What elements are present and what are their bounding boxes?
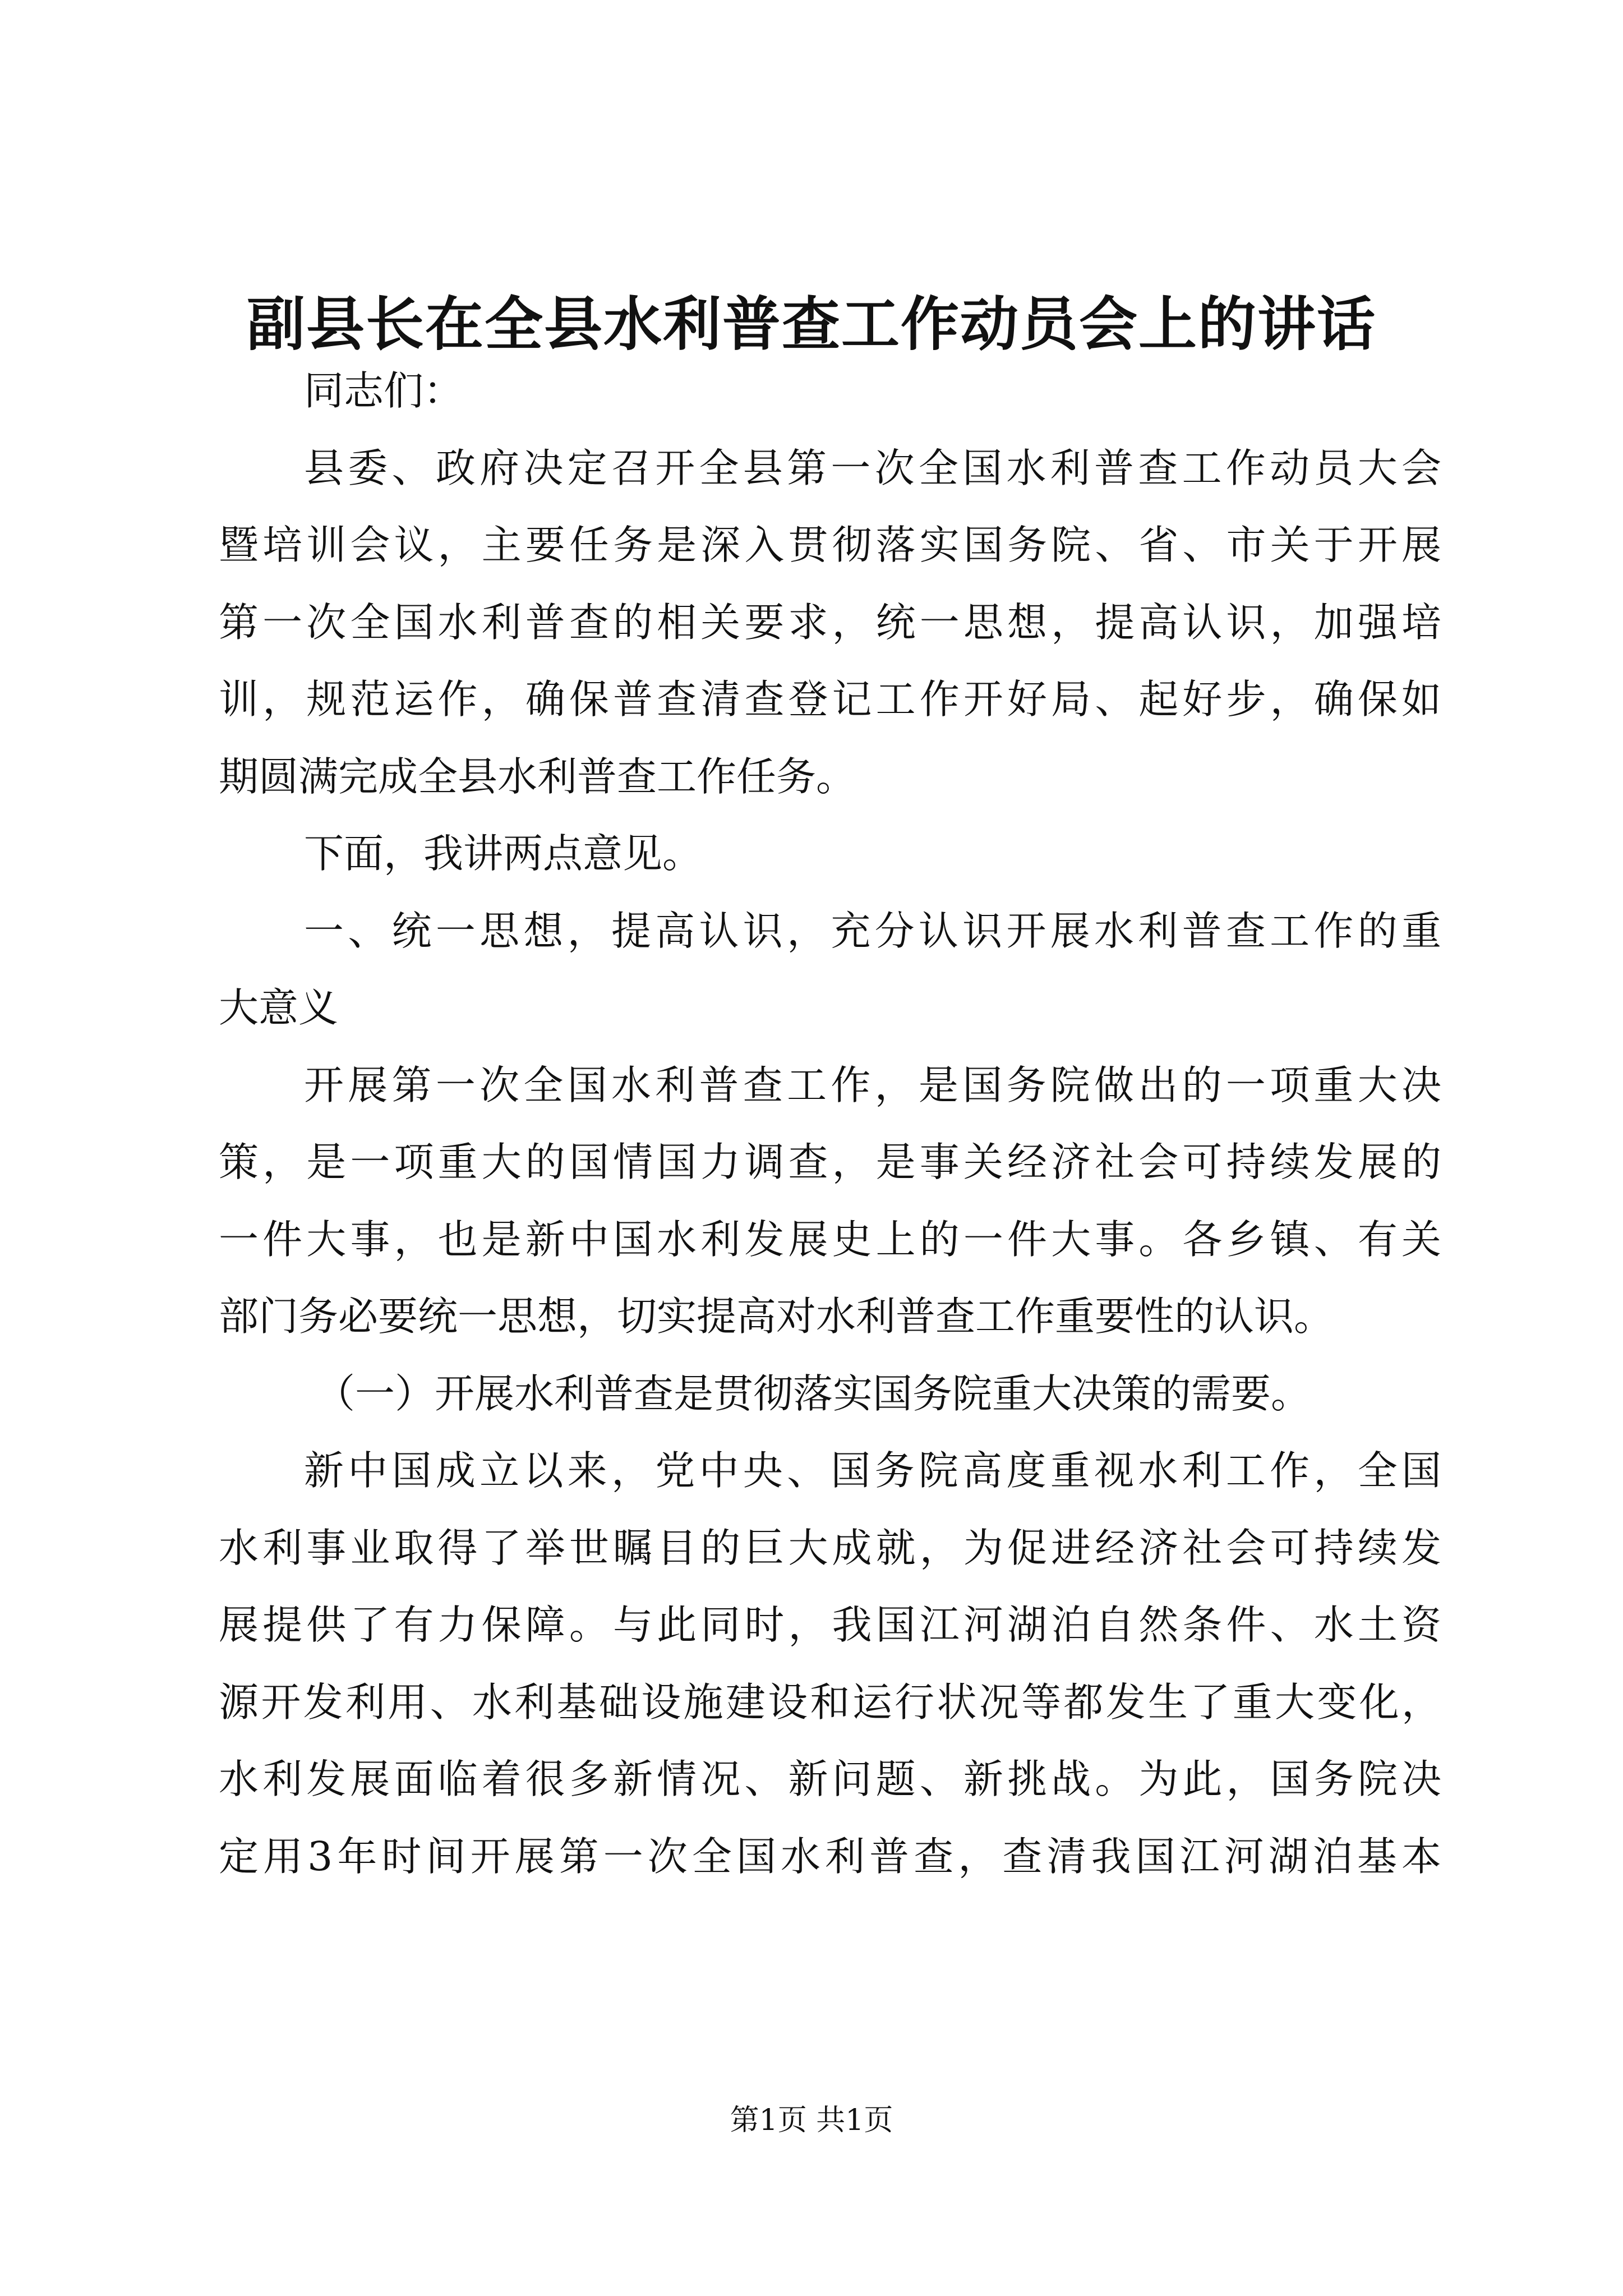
paragraph-line: 一件大事，也是新中国水利发展史上的一件大事。各乡镇、有关 [219, 1216, 1441, 1263]
paragraph-line: 暨培训会议，主要任务是深入贯彻落实国务院、省、市关于开展 [219, 522, 1441, 568]
document-body [219, 352, 1441, 1895]
paragraph-line: 水利发展面临着很多新情况、新问题、新挑战。为此，国务院决 [219, 1756, 1441, 1802]
salutation: 同志们： [304, 367, 464, 414]
page-footer: 第1页 共1页 [730, 2104, 893, 2137]
paragraph-line: 水利事业取得了举世瞩目的巨大成就，为促进经济社会可持续发 [219, 1524, 1441, 1571]
paragraph-line: 第一次全国水利普查的相关要求，统一思想，提高认识，加强培 [219, 599, 1441, 646]
section-heading-line: 大意义 [219, 984, 339, 1031]
paragraph-line: 期圆满完成全县水利普查工作任务。 [219, 753, 856, 800]
paragraph-line: 开展第一次全国水利普查工作，是国务院做出的一项重大决 [304, 1061, 1441, 1108]
paragraph-line: 展提供了有力保障。与此同时，我国江河湖泊自然条件、水土资 [219, 1602, 1441, 1648]
paragraph-line: 县委、政府决定召开全县第一次全国水利普查工作动员大会 [304, 444, 1441, 491]
paragraph-line: 源开发利用、水利基础设施建设和运行状况等都发生了重大变化， [219, 1678, 1441, 1726]
paragraph-line: 新中国成立以来，党中央、国务院高度重视水利工作，全国 [304, 1447, 1441, 1494]
subsection-heading: （一）开展水利普查是贯彻落实国务院重大决策的需要。 [315, 1370, 1311, 1417]
section-heading-line: 一、统一思想，提高认识，充分认识开展水利普查工作的重 [304, 907, 1441, 954]
paragraph-line: 定用3年时间开展第一次全国水利普查，查清我国江河湖泊基本 [219, 1833, 1441, 1880]
paragraph-line: 部门务必要统一思想，切实提高对水利普查工作重要性的认识。 [219, 1293, 1334, 1340]
paragraph-line: 策，是一项重大的国情国力调查，是事关经济社会可持续发展的 [219, 1139, 1441, 1185]
paragraph-line: 下面，我讲两点意见。 [304, 830, 703, 877]
document-title: 副县长在全县水利普查工作动员会上的讲话 [246, 289, 1376, 358]
paragraph-line: 训，规范运作，确保普查清查登记工作开好局、起好步，确保如 [219, 676, 1441, 723]
